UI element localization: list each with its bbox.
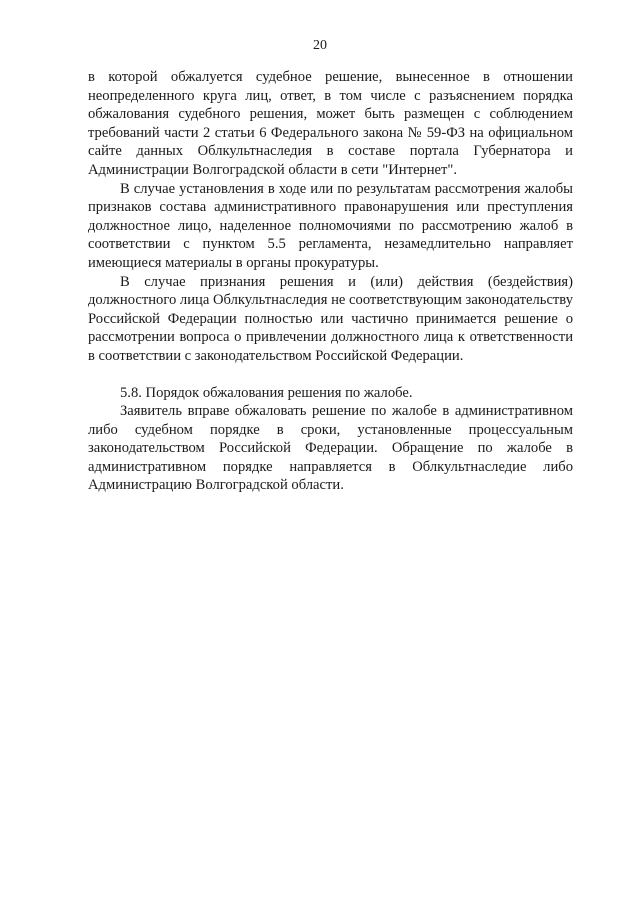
paragraph-continuation: в которой обжалуется судебное решение, вынесенное в отношении неопределенного круга лиц, ответ, в том числе с разъяснением порядка обжалования судебного решения, может быть размещен с соблюдением требований части 2 статьи 6 Федерального закона № 59-ФЗ на официальном сайте данных Облкультнаследия в составе портала Губернатора и Администрации Волгоградской области в сети "Интернет". [88, 69, 573, 178]
paragraph-appeal-rights: Заявитель вправе обжаловать решение по жалобе в административном либо судебном порядке в сроки, установленные процессуальным законодательством Российской Федерации. Обращение по жалобе в административном порядке направляется в Облкультнаследие либо Администрацию Волгоградской области. [88, 403, 573, 494]
paragraph-violation-signs: В случае установления в ходе или по результатам рассмотрения жалобы признаков состава административного правонарушения или преступления должностное лицо, наделенное полномочиями по рассмотрению жалоб в соответствии с пунктом 5.5 регламента, незамедлительно направляет имеющиеся материалы в органы прокуратуры. [88, 180, 573, 271]
document-body [88, 68, 573, 495]
page-number: 20 [313, 38, 327, 53]
section-heading-5-8: 5.8. Порядок обжалования решения по жалобе. [120, 384, 413, 401]
paragraph-non-compliance: В случае признания решения и (или) действия (бездействия) должностного лица Облкультнаследия не соответствующим законодательству Российской Федерации полностью или частично принимается решение о рассмотрении вопроса о привлечении должностного лица к ответственности в соответствии с законодательством Российской Федерации. [88, 273, 573, 364]
